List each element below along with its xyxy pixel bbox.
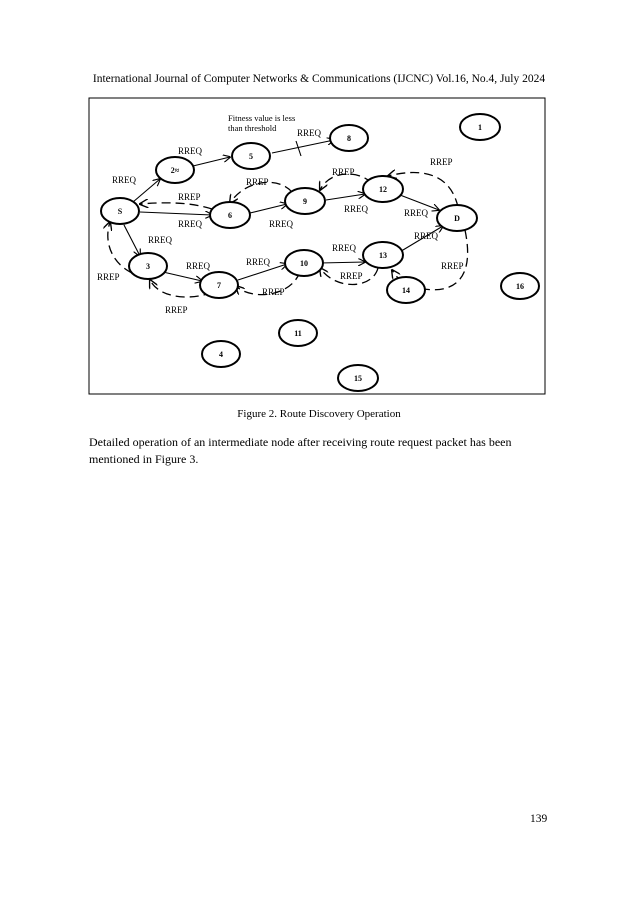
cross-mark bbox=[296, 141, 301, 156]
edge-s-6 bbox=[140, 212, 212, 215]
edge-label-rrep-s-6: RREP bbox=[178, 192, 201, 202]
nodes bbox=[101, 114, 539, 391]
edge-label-rreq-3-7: RREQ bbox=[186, 261, 211, 271]
fitness-annotation-line1: Fitness value is less bbox=[228, 113, 296, 123]
node-label-s: S bbox=[117, 206, 123, 216]
node-label-2: 2≈ bbox=[170, 165, 180, 175]
node-label-14: 14 bbox=[402, 285, 410, 295]
node-label-16: 16 bbox=[516, 281, 524, 291]
node-label-d: D bbox=[454, 213, 460, 223]
node-label-4: 4 bbox=[219, 349, 223, 359]
node-label-7: 7 bbox=[217, 280, 221, 290]
edge-label-rreq-2-5: RREQ bbox=[178, 146, 203, 156]
edge-label-rrep-10-7: RREP bbox=[262, 287, 285, 297]
fitness-annotation-line2: than threshold bbox=[228, 123, 277, 133]
node-label-10: 10 bbox=[300, 258, 308, 268]
node-label-5: 5 bbox=[249, 151, 253, 161]
edge-label-rrep-7-3: RREP bbox=[165, 305, 188, 315]
edge-label-rreq-s-6: RREQ bbox=[178, 219, 203, 229]
edge-label-rreq-13-d: RREQ bbox=[414, 231, 439, 241]
edge-2-5 bbox=[193, 157, 230, 166]
edge-6-9 bbox=[250, 204, 287, 213]
journal-header: International Journal of Computer Networks & Communications (IJCNC) Vol.16, No.4, July 2024 bbox=[92, 73, 546, 85]
edge-label-rrep-d-13: RREP bbox=[441, 261, 464, 271]
node-label-11: 11 bbox=[294, 328, 302, 338]
figure-caption: Figure 2. Route Discovery Operation bbox=[237, 408, 401, 420]
node-label-3: 3 bbox=[146, 261, 150, 271]
edge-label-rrep-13-10: RREP bbox=[340, 271, 363, 281]
edge-9-12 bbox=[326, 194, 365, 200]
body-paragraph: Detailed operation of an intermediate node after receiving route request packet has been mentioned in Figure 3. bbox=[89, 435, 512, 466]
edge-label-rreq-5-8: RREQ bbox=[297, 128, 322, 138]
edge-label-rreq-9-12: RREQ bbox=[344, 204, 369, 214]
edge-label-rreq-s-3: RREQ bbox=[148, 235, 173, 245]
node-label-8: 8 bbox=[347, 133, 351, 143]
edge-label-rreq-10-13: RREQ bbox=[332, 243, 357, 253]
figure-border bbox=[89, 98, 545, 394]
rrep-6-s bbox=[140, 203, 212, 209]
node-label-9: 9 bbox=[303, 196, 307, 206]
node-label-13: 13 bbox=[379, 250, 387, 260]
edge-label-rreq-12-d: RREQ bbox=[404, 208, 429, 218]
edge-label-rreq-6-9: RREQ bbox=[269, 219, 294, 229]
page-number: 139 bbox=[530, 813, 548, 825]
edge-10-13 bbox=[320, 262, 365, 263]
edge-3-7 bbox=[163, 272, 202, 281]
edge-label-rrep-12-d: RREP bbox=[430, 157, 453, 167]
node-label-15: 15 bbox=[354, 373, 362, 383]
node-label-1: 1 bbox=[478, 122, 482, 132]
edge-label-rreq-s-2: RREQ bbox=[112, 175, 137, 185]
node-label-6: 6 bbox=[228, 210, 232, 220]
edge-label-rrep-6-9: RREP bbox=[246, 177, 269, 187]
edge-s-2 bbox=[133, 179, 160, 202]
edge-label-rreq-7-10: RREQ bbox=[246, 257, 271, 267]
edge-label-rrep-9-12: RREP bbox=[332, 167, 355, 177]
node-label-12: 12 bbox=[379, 184, 387, 194]
edge-s-3 bbox=[124, 225, 140, 256]
edge-5-8 bbox=[272, 140, 334, 153]
edge-label-rrep-3-s: RREP bbox=[97, 272, 120, 282]
